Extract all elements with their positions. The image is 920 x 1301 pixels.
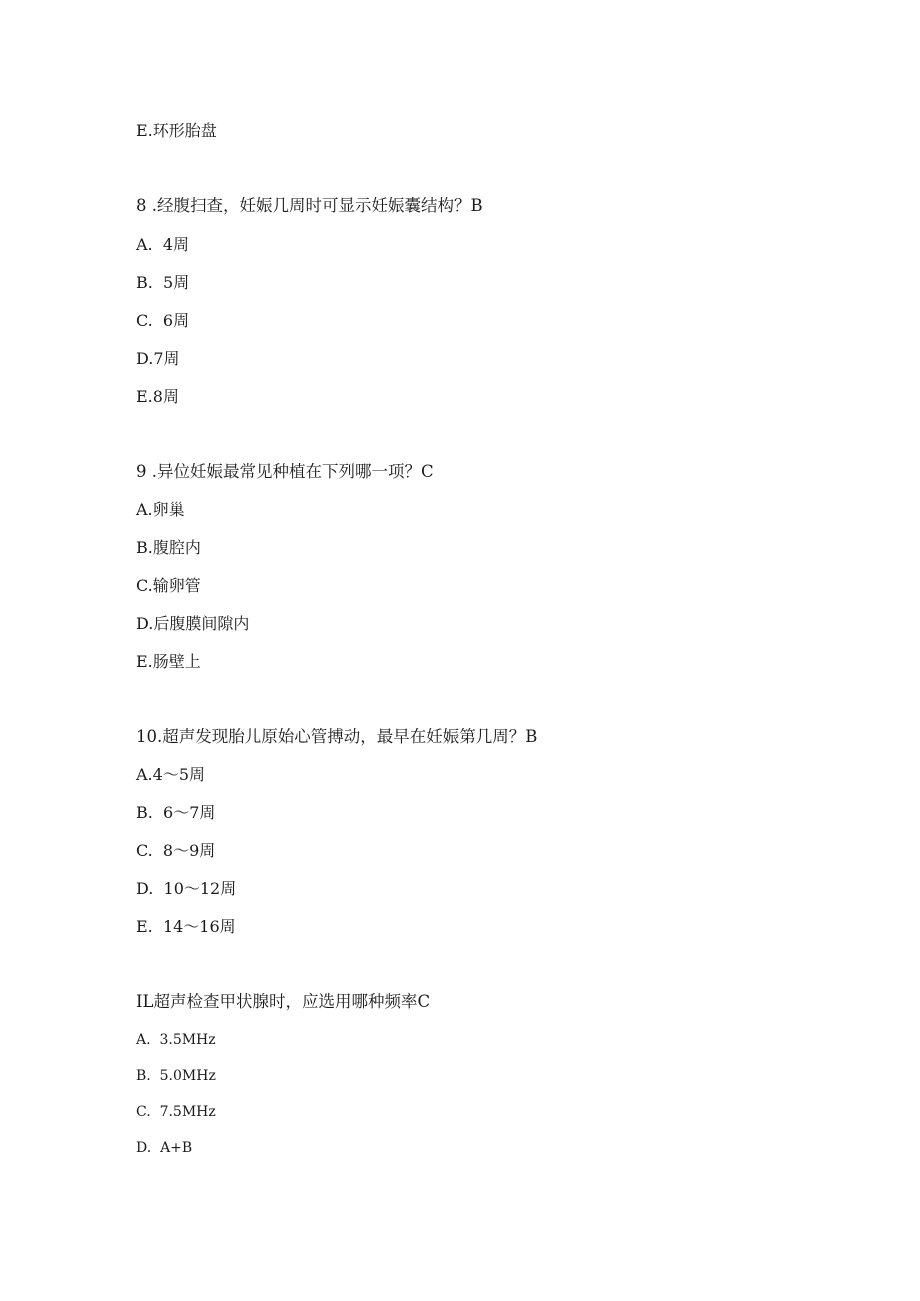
option-e-q9: E.肠壁上 bbox=[136, 652, 201, 671]
option-e-q8: E.8周 bbox=[136, 387, 179, 406]
option-d-q11: D. A+B bbox=[136, 1140, 193, 1156]
option-a-q8: A. 4周 bbox=[136, 235, 189, 254]
option-a-q10: A.4～5周 bbox=[136, 765, 206, 784]
option-b-q8: B. 5周 bbox=[136, 273, 190, 292]
question-9: 9 .异位妊娠最常见种植在下列哪一项？C bbox=[136, 462, 434, 481]
option-b-q9: B.腹腔内 bbox=[136, 538, 201, 557]
option-c-q8: C. 6周 bbox=[136, 311, 190, 330]
question-8: 8 .经腹扫查，妊娠几周时可显示妊娠囊结构？B bbox=[136, 196, 483, 215]
option-b-q11: B. 5.0MHz bbox=[136, 1068, 216, 1084]
option-e-q7: E.环形胎盘 bbox=[136, 121, 217, 140]
option-c-q10: C. 8～9周 bbox=[136, 841, 216, 860]
option-e-q10: E. 14～16周 bbox=[136, 917, 236, 936]
question-10: 10.超声发现胎儿原始心管搏动，最早在妊娠第几周？B bbox=[136, 727, 538, 746]
option-c-q9: C.输卵管 bbox=[136, 576, 201, 595]
option-b-q10: B. 6～7周 bbox=[136, 803, 216, 822]
option-d-q10: D. 10～12周 bbox=[136, 879, 237, 898]
question-11: IL超声检查甲状腺时，应选用哪种频率C bbox=[136, 992, 431, 1011]
option-a-q9: A.卵巢 bbox=[136, 500, 185, 519]
option-d-q8: D.7周 bbox=[136, 349, 180, 368]
option-d-q9: D.后腹膜间隙内 bbox=[136, 614, 250, 633]
option-a-q11: A. 3.5MHz bbox=[136, 1032, 216, 1048]
option-c-q11: C. 7.5MHz bbox=[136, 1104, 216, 1120]
